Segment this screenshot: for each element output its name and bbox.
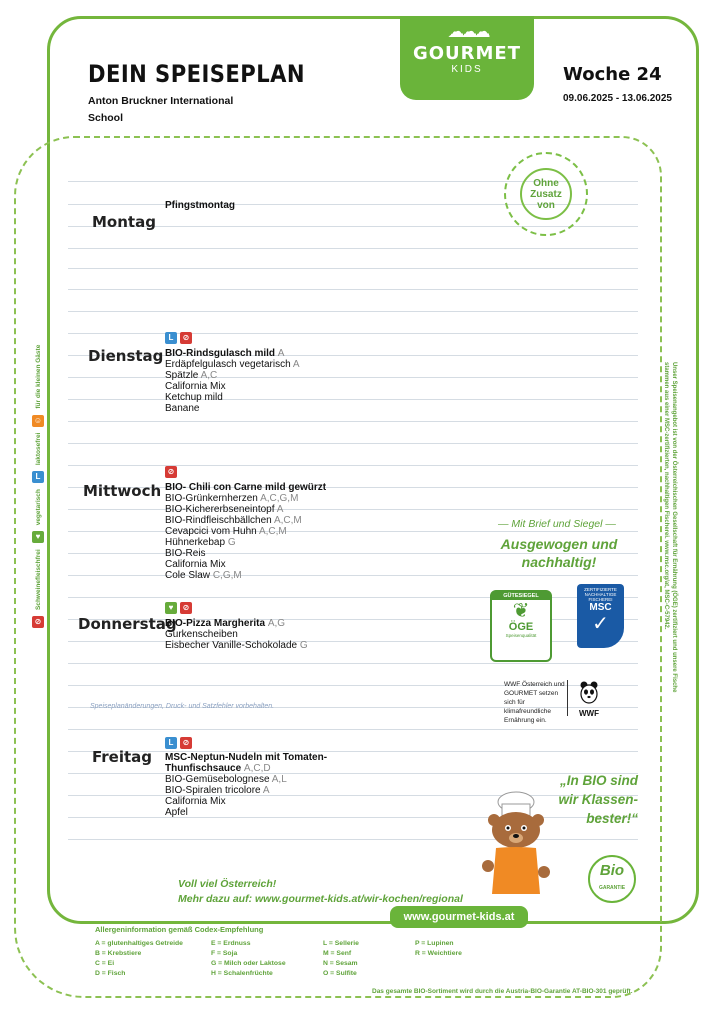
rule-line bbox=[68, 248, 638, 249]
msc-big-text: MSC bbox=[589, 602, 612, 613]
pork-free-icon: ⊘ bbox=[180, 602, 192, 614]
allergen-codes: A bbox=[292, 359, 300, 370]
day-label-donnerstag: Donnerstag bbox=[78, 615, 177, 633]
menu-item bbox=[165, 381, 300, 392]
menu-item-text: Eisbecher Vanille-Schokolade bbox=[165, 640, 298, 651]
rule-line bbox=[68, 421, 638, 422]
menu-item-text: California Mix bbox=[165, 381, 226, 392]
allergen-entry: R = Weichtiere bbox=[415, 950, 462, 957]
menu-item bbox=[165, 370, 300, 381]
pork-free-icon: ⊘ bbox=[32, 616, 44, 628]
menu-item-text: BIO-Reis bbox=[165, 548, 206, 559]
menu-item bbox=[165, 796, 327, 807]
menu-item-text: Banane bbox=[165, 403, 200, 414]
allergen-entry: A = glutenhaltiges Getreide bbox=[95, 940, 183, 947]
menu-item bbox=[165, 640, 308, 651]
rule-line bbox=[68, 443, 638, 444]
wwf-label: WWF bbox=[579, 709, 599, 718]
menu-item-text: Cole Slaw bbox=[165, 570, 211, 581]
allergen-codes: G bbox=[299, 640, 308, 651]
menu-item-text: BIO-Kichererbseneintopf bbox=[165, 504, 275, 515]
menu-item-text: BIO- Chili con Carne mild gewürzt bbox=[165, 482, 327, 493]
austria-line1: Voll viel Österreich! bbox=[178, 878, 277, 890]
allergen-entry: G = Milch oder Laktose bbox=[211, 960, 286, 967]
logo-brand: GOURMET bbox=[412, 43, 522, 64]
wwf-divider bbox=[567, 680, 568, 716]
menu-item-text: Spätzle bbox=[165, 370, 199, 381]
menu-item-text: MSC-Neptun-Nudeln mit Tomaten- bbox=[165, 752, 328, 763]
fish-icon: ✓ bbox=[592, 613, 609, 635]
ruled-lines bbox=[68, 181, 638, 841]
school-name: Anton Bruckner International School bbox=[88, 95, 234, 124]
icons-mittwoch bbox=[165, 466, 177, 478]
menu-item-text: California Mix bbox=[165, 559, 226, 570]
page-title: DEIN SPEISEPLAN bbox=[88, 60, 306, 88]
gourmet-kids-logo bbox=[400, 16, 534, 100]
msc-small-text: ZERTIFIZIERTE NACHHALTIGE FISCHEREI bbox=[584, 587, 617, 602]
menu-freitag bbox=[165, 752, 327, 818]
allergen-codes: G bbox=[227, 537, 236, 548]
menu-item-text: Thunfischsauce bbox=[165, 763, 242, 774]
website-link[interactable]: www.gourmet-kids.at bbox=[390, 906, 528, 928]
allergen-codes: A,C,D bbox=[243, 763, 271, 774]
menu-item-text: California Mix bbox=[165, 796, 226, 807]
allergen-entry: H = Schalenfrüchte bbox=[211, 970, 273, 977]
brief-siegel-text: — Mit Brief und Siegel — bbox=[498, 518, 616, 530]
menu-item bbox=[165, 774, 327, 785]
menu-item-text: Pfingstmontag bbox=[165, 200, 235, 211]
kids-icon: ☺ bbox=[33, 415, 43, 425]
day-label-dienstag: Dienstag bbox=[88, 347, 164, 365]
allergen-entry: N = Sesam bbox=[323, 960, 358, 967]
disclaimer: Speiseplanänderungen, Druck- und Satzfehler vorbehalten. bbox=[90, 703, 275, 710]
allergen-entry: D = Fisch bbox=[95, 970, 126, 977]
allergen-codes: C,G,M bbox=[212, 570, 242, 581]
rule-line bbox=[68, 729, 638, 730]
pork-free-icon: ⊘ bbox=[180, 332, 192, 344]
menu-item-text: Gurkenscheiben bbox=[165, 629, 238, 640]
allergen-entry bbox=[415, 959, 515, 968]
garantie-text: GARANTIE bbox=[598, 885, 626, 891]
menu-item-text: BIO-Gemüsebolognese bbox=[165, 774, 270, 785]
menu-item bbox=[165, 752, 327, 763]
vegetarian-icon: ♥ bbox=[32, 531, 44, 543]
chef-hat-icon: ☁☁☁ bbox=[447, 22, 487, 41]
chef-bear-mascot bbox=[478, 788, 554, 898]
oge-band: GÜTESIEGEL bbox=[492, 592, 550, 600]
allergen-codes: A,C,M bbox=[273, 515, 302, 526]
austria-line2-link[interactable]: Mehr dazu auf: www.gourmet-kids.at/wir-kochen/regional bbox=[178, 893, 463, 905]
allergen-codes: A bbox=[277, 348, 285, 359]
menu-item bbox=[165, 392, 300, 403]
menu-item bbox=[165, 515, 326, 526]
allergen-entry: F = Soja bbox=[211, 950, 238, 957]
wwf-logo bbox=[576, 680, 602, 718]
icon-legend bbox=[32, 298, 44, 638]
day-label-montag: Montag bbox=[92, 213, 156, 231]
menu-item bbox=[165, 559, 326, 570]
menu-item-text: BIO-Grünkernherzen bbox=[165, 493, 258, 504]
menu-item bbox=[165, 807, 327, 818]
allergen-entry: E = Erdnuss bbox=[211, 940, 251, 947]
allergen-codes: A bbox=[262, 785, 270, 796]
menu-item-text: BIO-Rindsgulasch mild bbox=[165, 348, 276, 359]
lactose-free-icon: L bbox=[165, 737, 177, 749]
allergen-codes: A,C,M bbox=[258, 526, 287, 537]
menu-item-text: BIO-Spiralen tricolore bbox=[165, 785, 261, 796]
menu-item bbox=[165, 200, 235, 211]
rule-line bbox=[68, 773, 638, 774]
allergen-entry: C = Ei bbox=[95, 960, 115, 967]
menu-item bbox=[165, 403, 300, 414]
ohne-zusatz-stamp bbox=[504, 152, 588, 236]
menu-item-text: Hühnerkebap bbox=[165, 537, 226, 548]
allergen-codes: A,G bbox=[267, 618, 286, 629]
in-bio-slogan: „In BIO sind wir Klassen-bester!“ bbox=[558, 773, 638, 826]
allergen-title: Allergeninformation gemäß Codex-Empfehlung bbox=[95, 925, 264, 934]
side-certification-note bbox=[660, 362, 680, 702]
allergen-codes: A,C,G,M bbox=[260, 493, 299, 504]
day-label-mittwoch: Mittwoch bbox=[83, 482, 162, 500]
vegetarian-icon: ♥ bbox=[165, 602, 177, 614]
lactose-free-icon: L bbox=[165, 332, 177, 344]
icons-freitag bbox=[165, 737, 192, 749]
allergen-legend bbox=[95, 939, 515, 978]
icons-dienstag bbox=[165, 332, 192, 344]
legend-pork-free: Schweinefleischfrei bbox=[34, 549, 42, 610]
menu-item bbox=[165, 537, 326, 548]
menu-dienstag bbox=[165, 348, 300, 414]
menu-item bbox=[165, 618, 308, 629]
allergen-entry: M = Senf bbox=[323, 950, 352, 957]
menu-item-text: Erdäpfelgulasch vegetarisch bbox=[165, 359, 291, 370]
menu-montag bbox=[165, 200, 235, 211]
allergen-codes: A,C bbox=[200, 370, 218, 381]
rule-line bbox=[68, 311, 638, 312]
menu-mittwoch bbox=[165, 482, 326, 581]
icons-donnerstag bbox=[165, 602, 192, 614]
rule-line bbox=[68, 289, 638, 290]
menu-item bbox=[165, 629, 308, 640]
rule-line bbox=[68, 268, 638, 269]
oge-seal bbox=[490, 590, 552, 662]
menu-item-text: BIO-Pizza Margherita bbox=[165, 618, 266, 629]
day-label-freitag: Freitag bbox=[92, 748, 153, 766]
rule-line bbox=[68, 641, 638, 642]
bio-footer: Das gesamte BIO-Sortiment wird durch die Austria-BIO-Garantie AT-BIO-301 geprüft. bbox=[372, 988, 633, 995]
rule-line bbox=[68, 751, 638, 752]
allergen-codes: A bbox=[276, 504, 284, 515]
legend-vegetarian: vegetarisch bbox=[34, 489, 42, 526]
menu-item-text: Ketchup mild bbox=[165, 392, 223, 403]
menu-item-text: Apfel bbox=[165, 807, 188, 818]
rule-line bbox=[68, 465, 638, 466]
menu-item bbox=[165, 570, 326, 581]
legend-lactose-free: laktosefrei bbox=[34, 432, 42, 466]
msc-label bbox=[577, 584, 624, 648]
rule-line bbox=[68, 333, 638, 334]
allergen-codes: A,L bbox=[271, 774, 287, 785]
stamp-text: Ohne Zusatz von bbox=[520, 168, 572, 220]
week-number: Woche 24 bbox=[563, 64, 662, 85]
menu-item bbox=[165, 763, 327, 774]
bio-badge-text: Bio bbox=[599, 862, 625, 879]
allergen-entry: L = Sellerie bbox=[323, 940, 359, 947]
allergen-entry: B = Krebstiere bbox=[95, 950, 142, 957]
rule-line bbox=[68, 663, 638, 664]
allergen-entry: P = Lupinen bbox=[415, 940, 454, 947]
menu-donnerstag bbox=[165, 618, 308, 651]
menu-item bbox=[165, 482, 326, 493]
logo-sub: KIDS bbox=[451, 64, 483, 75]
menu-item bbox=[165, 548, 326, 559]
rule-line bbox=[68, 377, 638, 378]
menu-item bbox=[165, 493, 326, 504]
menu-item bbox=[165, 348, 300, 359]
oge-name: ÖGE bbox=[508, 621, 534, 633]
leaf-icon: ❦ bbox=[512, 600, 530, 622]
oge-caption: Speisenqualität bbox=[505, 633, 537, 638]
date-range: 09.06.2025 - 13.06.2025 bbox=[563, 93, 672, 104]
menu-item bbox=[165, 359, 300, 370]
rule-line bbox=[68, 575, 638, 576]
allergen-entry bbox=[415, 969, 515, 978]
menu-item bbox=[165, 785, 327, 796]
pork-free-icon: ⊘ bbox=[165, 466, 177, 478]
bio-garantie-badge bbox=[588, 855, 636, 903]
panda-icon bbox=[578, 680, 600, 704]
menu-item-text: Cevapcici vom Huhn bbox=[165, 526, 257, 537]
menu-item bbox=[165, 526, 326, 537]
rule-line bbox=[68, 399, 638, 400]
side-note-text: Unser Speisenangebot ist von der Österreichischen Gesellschaft für Ernährung (ÖGE) zertifiziert und unsere Fische stammen aus einer MSC-zertifizierten, nachhaltigen Fischerei. www.msc.org/at, MSC-C-57942. bbox=[663, 362, 677, 693]
rule-line bbox=[68, 509, 638, 510]
nachhaltig-headline: Ausgewogen und nachhaltig! bbox=[500, 536, 618, 570]
austria-block bbox=[178, 877, 463, 907]
menu-item-text: BIO-Rindfleischbällchen bbox=[165, 515, 272, 526]
pork-free-icon: ⊘ bbox=[180, 737, 192, 749]
rule-line bbox=[68, 531, 638, 532]
menu-item bbox=[165, 504, 326, 515]
wwf-text: WWF Österreich und GOURMET setzen sich für klimafreundliche Ernährung ein. bbox=[504, 681, 565, 724]
legend-kids: für die kleinen Gäste bbox=[34, 344, 42, 409]
lactose-free-icon: L bbox=[32, 471, 44, 483]
allergen-entry: O = Sulfite bbox=[323, 970, 357, 977]
rule-line bbox=[68, 597, 638, 598]
